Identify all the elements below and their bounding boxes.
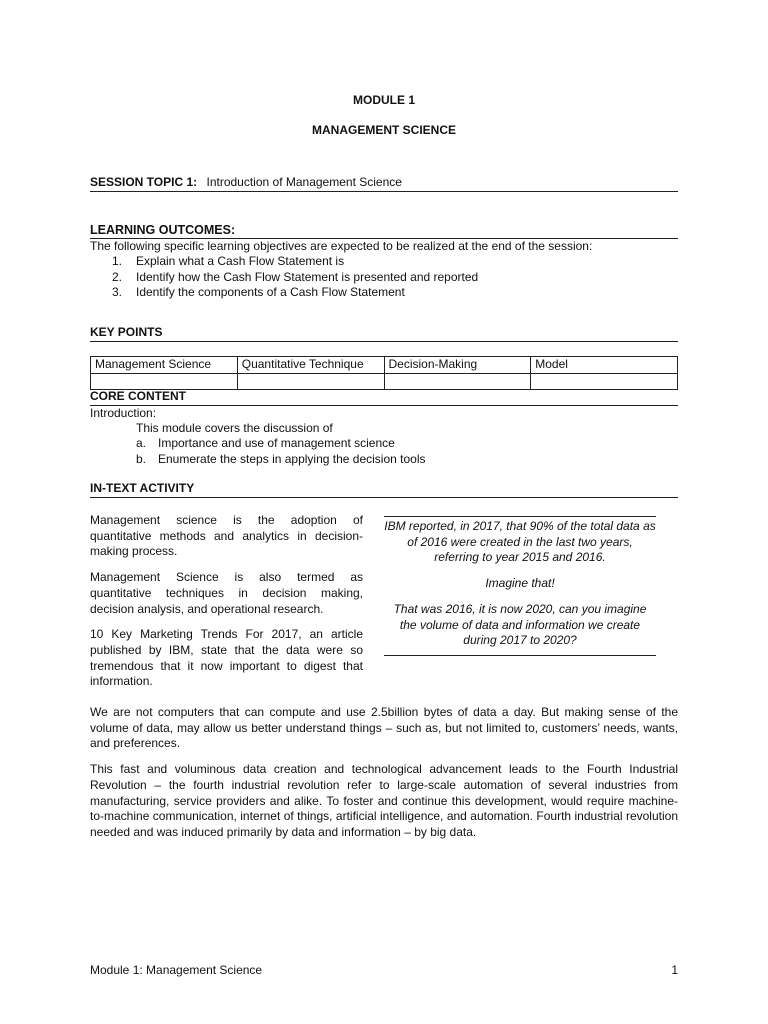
learning-outcomes-list [112, 254, 478, 301]
activity-left-column [90, 513, 363, 690]
callout-text: Imagine that! [485, 576, 555, 591]
module-title: MODULE 1 [352, 93, 415, 107]
list-item: 2. Identify how the Cash Flow Statement is presented and reported [112, 269, 479, 284]
table-row [91, 357, 678, 374]
callout-text: That was 2016, it is now 2020, can you imagine the volume of data and information we create during 2017 to 2020? [393, 601, 647, 648]
key-points-table [90, 356, 678, 390]
list-item: b. Enumerate the steps in applying the decision tools [136, 451, 426, 466]
footer-title: Module 1: Management Science [90, 963, 263, 977]
table-cell-empty [91, 373, 238, 389]
callout-box [384, 516, 656, 656]
callout-text: IBM reported, in 2017, that 90% of the total data as of 2016 were created in the last two years, referring to year 2015 and 2016. [384, 519, 656, 565]
core-content-heading: CORE CONTENT [90, 389, 186, 403]
table-cell: Management Science [91, 357, 238, 374]
in-text-activity-heading: IN-TEXT ACTIVITY [90, 481, 195, 495]
core-content-lead: This module covers the discussion of [136, 421, 333, 435]
in-text-activity-rule [90, 497, 678, 498]
module-subtitle: MANAGEMENT SCIENCE [311, 123, 456, 137]
paragraph: We are not computers that can compute and use 2.5billion bytes of data a day. But making sense of the volume of data, may allow us better understand things – such as, but not limited to, customers’ needs, wants, and preferences. [90, 705, 678, 751]
table-cell-empty [531, 373, 678, 389]
table-cell-empty [237, 373, 384, 389]
session-topic-label: SESSION TOPIC 1: [90, 175, 198, 189]
key-points-heading: KEY POINTS [90, 325, 163, 339]
table-cell-empty [384, 373, 531, 389]
table-cell: Decision-Making [384, 357, 531, 374]
session-topic [90, 175, 402, 191]
list-item: a. Importance and use of management science [136, 436, 395, 450]
core-content-rule [90, 405, 678, 406]
table-cell: Model [531, 357, 678, 374]
table-row [91, 373, 678, 389]
core-content-intro-label: Introduction: [90, 406, 157, 420]
core-content-list [136, 436, 426, 467]
paragraph: Management science is the adoption of quantitative methods and analytics in decision-making process. [90, 513, 363, 559]
list-item: 3. Identify the components of a Cash Flow Statement [112, 285, 405, 299]
paragraph: Management Science is also termed as quantitative techniques in decision making, decision analysis, and operational research. [90, 570, 363, 616]
table-cell: Quantitative Technique [237, 357, 384, 374]
learning-outcomes-heading: LEARNING OUTCOMES: [90, 223, 236, 237]
page-number: 1 [671, 963, 678, 977]
learning-outcomes-intro: The following specific learning objectives are expected to be realized at the end of the session: [90, 239, 593, 253]
list-item: 1. Explain what a Cash Flow Statement is [112, 254, 345, 268]
paragraph: 10 Key Marketing Trends For 2017, an article published by IBM, state that the data were so tremendous that it now important to digest that information. [90, 627, 363, 689]
paragraph: This fast and voluminous data creation and technological advancement leads to the Fourth Industrial Revolution – the fourth industrial revolution refer to large-scale automation of several industries from manufacturing, service providers and alike. To foster and continue this development, would require machine-to-machine communication, internet of things, artificial intelligence, and automation. Fourth industrial revolution needed and was induced primarily by data and information – by big data. [90, 762, 678, 839]
session-rule [90, 191, 678, 192]
session-topic-value: Introduction of Management Science [206, 175, 402, 189]
key-points-rule [90, 341, 678, 342]
activity-body [90, 705, 678, 841]
